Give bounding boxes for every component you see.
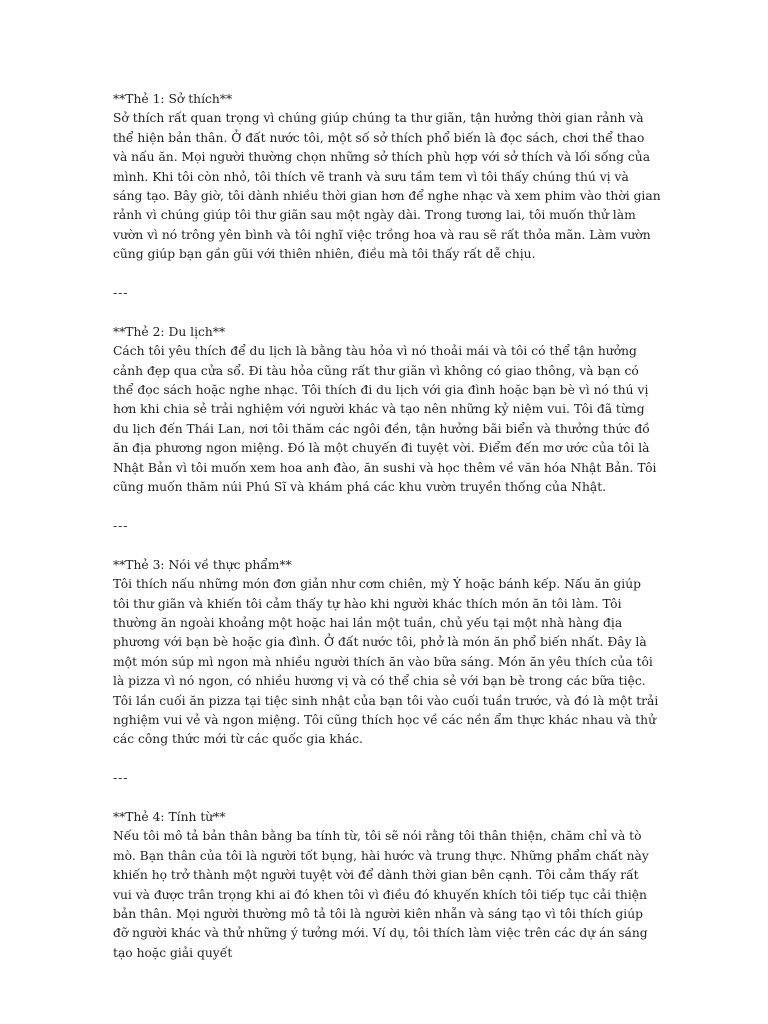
section-separator: --- bbox=[113, 286, 129, 301]
document-body bbox=[113, 90, 661, 963]
section-heading: **Thẻ 2: Du lịch** bbox=[113, 324, 226, 339]
section-hobbies bbox=[113, 90, 661, 265]
section-heading: **Thẻ 3: Nói về thực phẩm** bbox=[113, 557, 292, 572]
section-adjectives bbox=[113, 808, 661, 963]
section-travel bbox=[113, 323, 661, 498]
section-heading: **Thẻ 1: Sở thích** bbox=[113, 92, 233, 106]
section-paragraph: Sở thích rất quan trọng vì chúng giúp chúng ta thư giãn, tận hưởng thời gian rảnh và thể hiện bản thân. Ở đất nước tôi, một số sở thích phổ biến là đọc sách, chơi thể thao và nấu ăn. Mọi người thường chọn những sở thích phù hợp với sở thích và lối sống của mình. Khi tôi còn nhỏ, tôi thích vẽ tranh và sưu tầm tem vì tôi thấy chúng thú vị và sáng tạo. Bây giờ, tôi dành nhiều thời gian hơn để nghe nhạc và xem phim vào thời gian rảnh vì chúng giúp tôi thư giãn sau một ngày dài. Trong tương lai, tôi muốn thử làm vườn vì nó trông yên bình và tôi nghĩ việc trồng hoa và rau sẽ rất thỏa mãn. Làm vườn cũng giúp bạn gần gũi với thiên nhiên, điều mà tôi thấy rất dễ chịu. bbox=[113, 111, 661, 262]
section-separator: --- bbox=[113, 518, 129, 533]
section-heading: **Thẻ 4: Tính từ** bbox=[113, 809, 226, 824]
section-paragraph: Nếu tôi mô tả bản thân bằng ba tính từ, tôi sẽ nói rằng tôi thân thiện, chăm chỉ và tò mò. Bạn thân của tôi là người tốt bụng, hài hước và trung thực. Những phẩm chất này khiến họ trở thành một người tuyệt vời để dành thời gian bên cạnh. Tôi cảm thấy rất vui và được trân trọng khi ai đó khen tôi vì điều đó khuyến khích tôi tiếp tục cải thiện bản thân. Mọi người thường mô tả tôi là người kiên nhẫn và sáng tạo vì tôi thích giúp đỡ người khác và thử những ý tưởng mới. Ví dụ, tôi thích làm việc trên các dự án sáng tạo hoặc giải quyết bbox=[113, 829, 649, 960]
section-paragraph: Tôi thích nấu những món đơn giản như cơm chiên, mỳ Ý hoặc bánh kếp. Nấu ăn giúp tôi thư giãn và khiến tôi cảm thấy tự hào khi người khác thích món ăn tôi làm. Tôi thường ăn ngoài khoảng một hoặc hai lần một tuần, chủ yếu tại một nhà hàng địa phương với bạn bè hoặc gia đình. Ở đất nước tôi, phở là món ăn phổ biến nhất. Đây là một món súp mì ngon mà nhiều người thích ăn vào bữa sáng. Món ăn yêu thích của tôi là pizza vì nó ngon, có nhiều hương vị và có thể chia sẻ với bạn bè trong các bữa tiệc. Tôi lần cuối ăn pizza tại tiệc sinh nhật của bạn tôi vào cuối tuần trước, và đó là một trải nghiệm vui vẻ và ngon miệng. Tôi cũng thích học về các nền ẩm thực khác nhau và thử các công thức mới từ các quốc gia khác. bbox=[113, 577, 659, 747]
section-separator: --- bbox=[113, 771, 129, 786]
section-food bbox=[113, 556, 661, 750]
section-paragraph: Cách tôi yêu thích để du lịch là bằng tàu hỏa vì nó thoải mái và tôi có thể tận hưởng cảnh đẹp qua cửa sổ. Đi tàu hỏa cũng rất thư giãn vì không có giao thông, và bạn có thể đọc sách hoặc nghe nhạc. Tôi thích đi du lịch với gia đình hoặc bạn bè vì nó thú vị hơn khi chia sẻ trải nghiệm với người khác và tạo nên những kỷ niệm vui. Tôi đã từng du lịch đến Thái Lan, nơi tôi thăm các ngôi đền, tận hưởng bãi biển và thưởng thức đồ ăn địa phương ngon miệng. Đó là một chuyến đi tuyệt vời. Điểm đến mơ ước của tôi là Nhật Bản vì tôi muốn xem hoa anh đào, ăn sushi và học thêm về văn hóa Nhật Bản. Tôi cũng muốn thăm núi Phú Sĩ và khám phá các khu vườn truyền thống của Nhật. bbox=[113, 344, 657, 495]
